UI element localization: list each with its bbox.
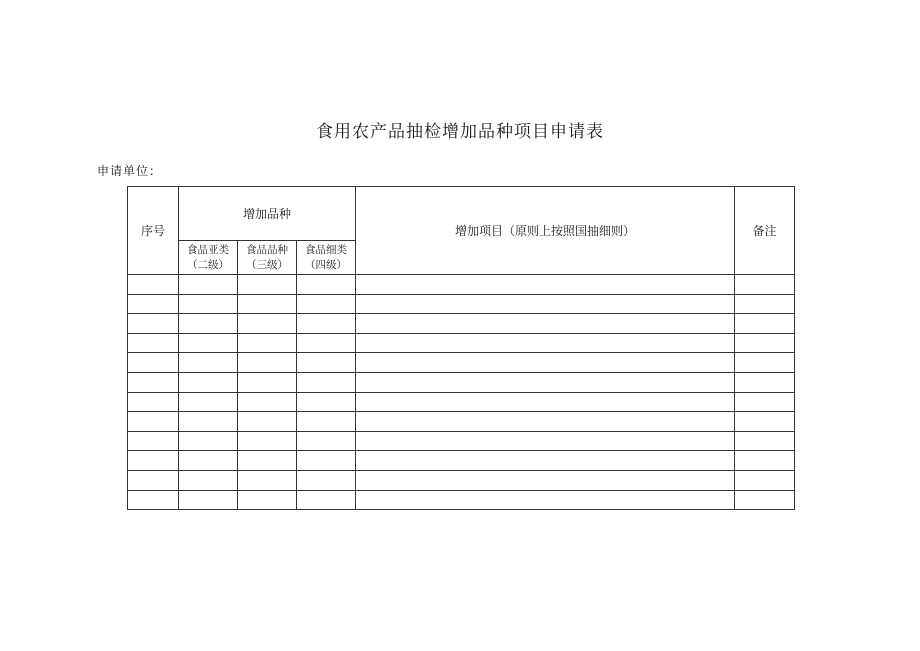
cell-fine-category [297,372,356,392]
cell-subcategory [179,470,238,490]
header-items: 增加项目（原则上按照国抽细则） [356,187,735,275]
header-variety-line2: （三级） [246,258,288,271]
cell-fine-category [297,353,356,373]
table-row [128,392,795,412]
cell-subcategory [179,353,238,373]
form-title: 食用农产品抽检增加品种项目申请表 [316,122,604,142]
cell-items [356,372,735,392]
cell-subcategory [179,490,238,510]
cell-fine-category [297,333,356,353]
cell-items [356,431,735,451]
table-row [128,314,795,334]
cell-fine-category [297,470,356,490]
table-row [128,470,795,490]
cell-seq [128,490,179,510]
cell-subcategory [179,451,238,471]
header-variety-group: 增加品种 [179,187,356,241]
cell-subcategory [179,431,238,451]
cell-seq [128,412,179,432]
cell-items [356,275,735,295]
cell-items [356,353,735,373]
cell-remarks [735,333,795,353]
cell-remarks [735,451,795,471]
cell-variety [238,392,297,412]
cell-seq [128,431,179,451]
cell-subcategory [179,314,238,334]
cell-fine-category [297,490,356,510]
applicant-label: 申请单位： [97,164,163,178]
table-row [128,431,795,451]
header-subcategory-line1: 食品亚类 [187,243,229,256]
cell-fine-category [297,412,356,432]
application-table [127,186,795,510]
table-row [128,451,795,471]
header-row-1 [128,187,795,241]
cell-fine-category [297,275,356,295]
header-remarks: 备注 [735,187,795,275]
cell-seq [128,470,179,490]
cell-seq [128,275,179,295]
cell-variety [238,451,297,471]
header-fine-line2: （四级） [305,258,348,271]
cell-remarks [735,412,795,432]
cell-items [356,392,735,412]
header-subcategory [179,241,238,275]
cell-items [356,490,735,510]
cell-variety [238,333,297,353]
cell-fine-category [297,294,356,314]
cell-seq [128,314,179,334]
cell-variety [238,372,297,392]
cell-items [356,314,735,334]
header-subcategory-line2: （二级） [187,258,229,271]
cell-variety [238,314,297,334]
header-fine-category [297,241,356,275]
cell-seq [128,392,179,412]
cell-subcategory [179,392,238,412]
cell-remarks [735,314,795,334]
table-row [128,353,795,373]
cell-subcategory [179,412,238,432]
cell-fine-category [297,392,356,412]
table-row [128,333,795,353]
cell-remarks [735,275,795,295]
table-row [128,275,795,295]
cell-subcategory [179,294,238,314]
header-fine-line1: 食品细类 [305,243,348,256]
cell-seq [128,353,179,373]
table-row [128,372,795,392]
table-row [128,412,795,432]
header-variety-line1: 食品品种 [246,243,288,256]
cell-items [356,412,735,432]
cell-remarks [735,294,795,314]
cell-seq [128,451,179,471]
cell-variety [238,470,297,490]
cell-remarks [735,353,795,373]
cell-remarks [735,470,795,490]
header-seq: 序号 [128,187,179,275]
cell-subcategory [179,275,238,295]
cell-items [356,294,735,314]
cell-fine-category [297,314,356,334]
cell-subcategory [179,333,238,353]
cell-variety [238,353,297,373]
cell-fine-category [297,451,356,471]
cell-variety [238,275,297,295]
cell-fine-category [297,431,356,451]
cell-variety [238,431,297,451]
cell-remarks [735,372,795,392]
cell-items [356,470,735,490]
cell-variety [238,490,297,510]
cell-remarks [735,490,795,510]
table-row [128,490,795,510]
cell-items [356,451,735,471]
cell-items [356,333,735,353]
cell-subcategory [179,372,238,392]
table-row [128,294,795,314]
cell-variety [238,412,297,432]
cell-seq [128,294,179,314]
header-variety [238,241,297,275]
cell-remarks [735,392,795,412]
cell-seq [128,372,179,392]
cell-seq [128,333,179,353]
cell-variety [238,294,297,314]
cell-remarks [735,431,795,451]
